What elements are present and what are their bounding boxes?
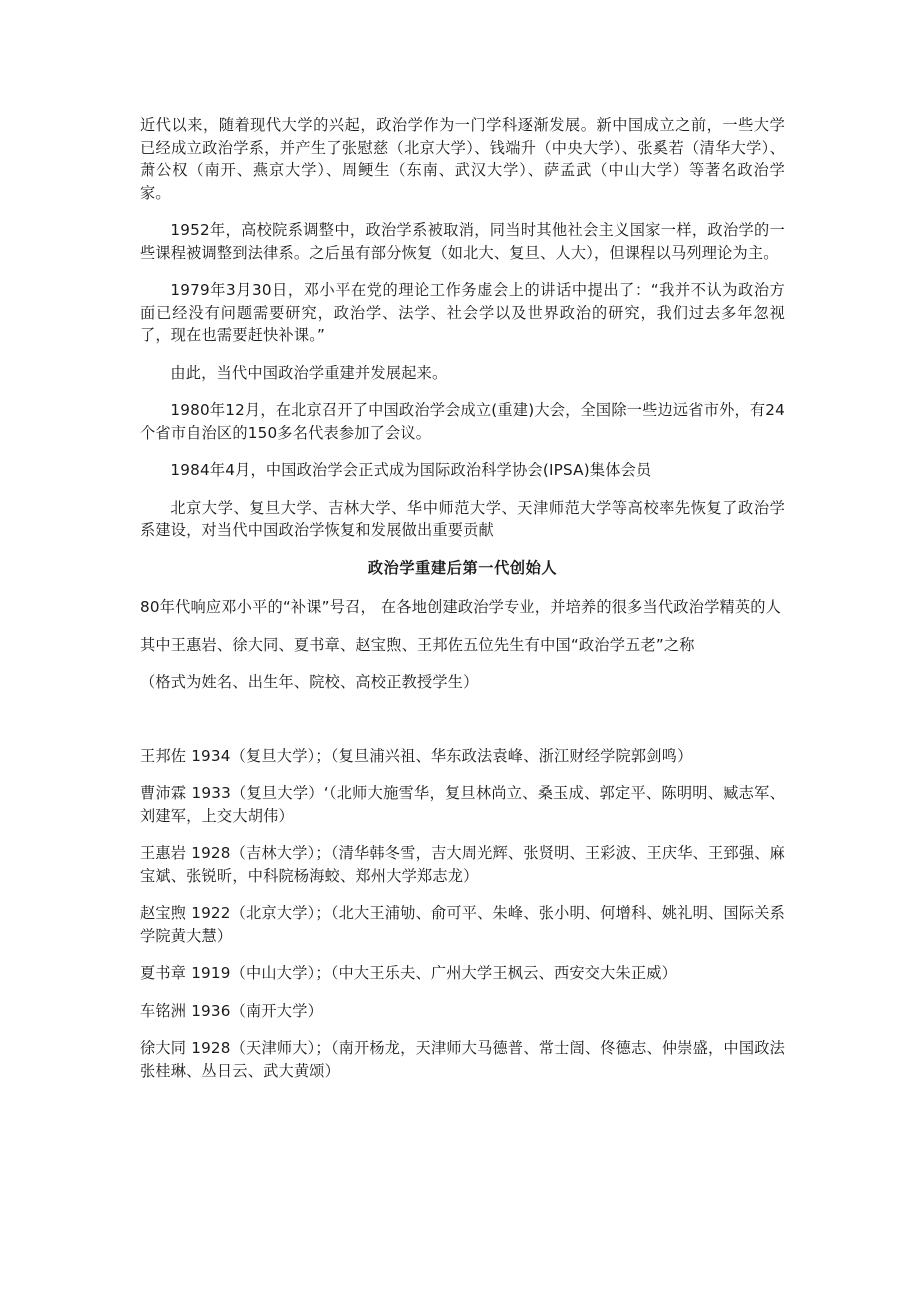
paragraph-80s: 80年代响应邓小平的“补课”号召， 在各地创建政治学专业，并培养的很多当代政治学精英的人 xyxy=(140,598,782,616)
paragraph-universities: 北京大学、复旦大学、吉林大学、华中师范大学、天津师范大学等高校率先恢复了政治学系建设，对当代中国政治学恢复和发展做出重要贡献 xyxy=(140,498,785,539)
document-page xyxy=(140,114,785,1097)
founder-entry: 夏书章 1919（中山大学）；（中大王乐夫、广州大学王枫云、西安交大朱正威） xyxy=(140,964,678,982)
blank-line xyxy=(140,709,785,745)
paragraph-intro-history: 近代以来，随着现代大学的兴起，政治学作为一门学科逐渐发展。新中国成立之前，一些大学已经成立政治学系，并产生了张慰慈（北京大学）、钱端升（中央大学）、张奚若（清华大学）、萧公权（南开、燕京大学）、周鲠生（东南、武汉大学）、萨孟武（中山大学）等著名政治学家。 xyxy=(140,116,785,202)
founder-entry: 王惠岩 1928（吉林大学）；（清华韩冬雪，吉大周光辉、张贤明、王彩波、王庆华、王郅强、麻宝斌、张锐昕，中科院杨海蛟、郑州大学郑志龙） xyxy=(140,844,785,885)
paragraph-1979: 1979年3月30日，邓小平在党的理论工作务虚会上的讲话中提出了：“我并不认为政治方面已经没有问题需要研究，政治学、法学、社会学以及世界政治的研究，我们过去多年忽视了，现在也需要赶快补课。” xyxy=(140,281,785,344)
founder-entry: 徐大同 1928（天津师大）；（南开杨龙，天津师大马德普、常士訚、佟德志、仲崇盛，中国政法张桂琳、丛日云、武大黄颂） xyxy=(140,1039,785,1080)
paragraph-five-elders: 其中王惠岩、徐大同、夏书章、赵宝煦、王邦佐五位先生有中国“政治学五老”之称 xyxy=(140,635,695,654)
section-heading: 政治学重建后第一代创始人 xyxy=(367,558,558,577)
paragraph-format-note: （格式为姓名、出生年、院校、高校正教授学生） xyxy=(140,673,479,691)
paragraph-1980: 1980年12月，在北京召开了中国政治学会成立(重建)大会，全国除一些边远省市外，有24个省市自治区的150多名代表参加了会议。 xyxy=(140,401,785,442)
founder-entry: 王邦佐 1934（复旦大学）；（复旦浦兴祖、华东政法袁峰、浙江财经学院郭剑鸣） xyxy=(140,746,693,765)
founder-entry: 车铭洲 1936（南开大学） xyxy=(140,1001,323,1020)
paragraph-1952: 1952年，高校院系调整中，政治学系被取消，同当时其他社会主义国家一样，政治学的一些课程被调整到法律系。之后虽有部分恢复（如北大、复旦、人大），但课程以马列理论为主。 xyxy=(140,221,785,262)
founder-entry: 曹沛霖 1933（复旦大学）‘（北师大施雪华，复旦林尚立、桑玉成、郭定平、陈明明、臧志军、刘建军，上交大胡伟） xyxy=(140,784,785,825)
paragraph-1984: 1984年4月，中国政治学会正式成为国际政治科学协会(IPSA)集体会员 xyxy=(170,461,652,479)
paragraph-rebuild: 由此，当代中国政治学重建并发展起来。 xyxy=(170,363,448,382)
founder-entry: 赵宝煦 1922（北京大学）；（北大王浦劬、俞可平、朱峰、张小明、何增科、姚礼明、国际关系学院黄大慧） xyxy=(140,904,785,945)
